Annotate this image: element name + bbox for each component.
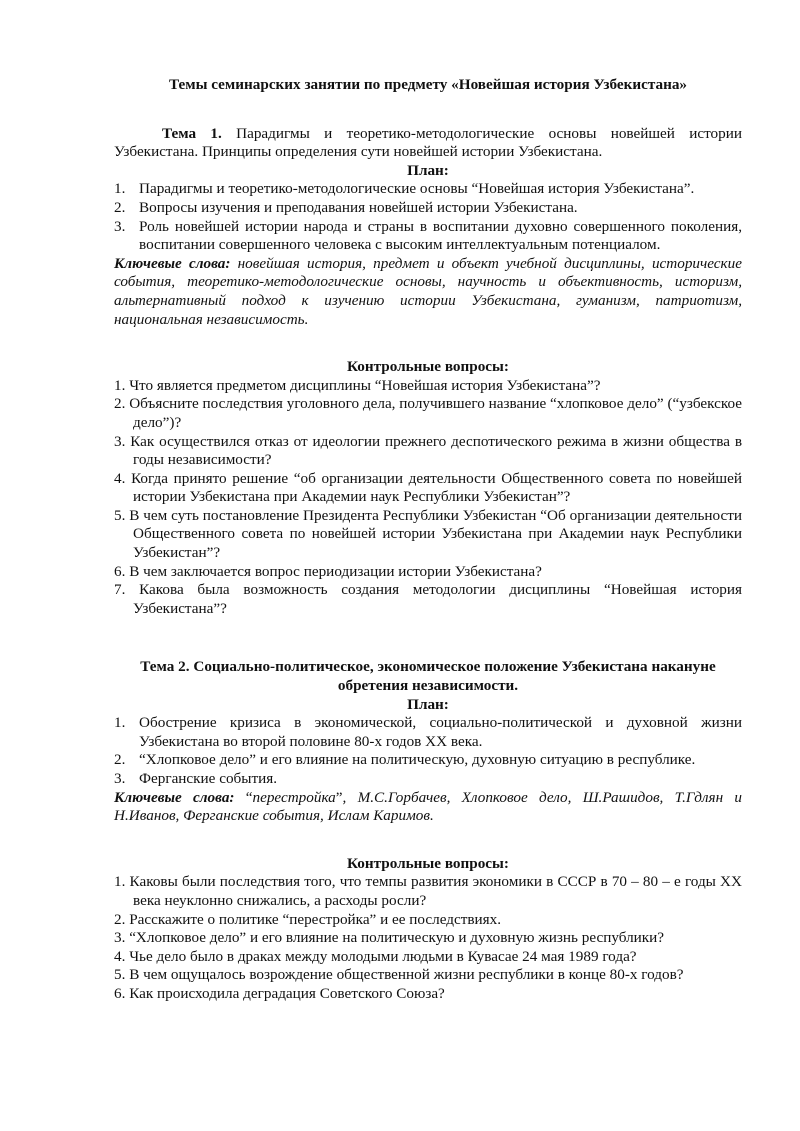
topic2-plan-title: План: bbox=[407, 695, 449, 713]
plan-item-number: 3. bbox=[114, 217, 126, 235]
question-item: 1. Каковы были последствия того, что темпы развития экономики в СССР в 70 – 80 – е годы XX века неуклонно снижались, а расходы росли? bbox=[114, 873, 742, 909]
question-item: 6. В чем заключается вопрос периодизации истории Узбекистана? bbox=[114, 562, 542, 580]
topic2-questions-title: Контрольные вопросы: bbox=[347, 854, 509, 872]
question-item: 5. В чем ощущалось возрождение общественной жизни республики в конце 80-х годов? bbox=[114, 966, 684, 984]
keywords-label: Ключевые слова: bbox=[114, 254, 231, 272]
topic1-questions-list bbox=[114, 377, 742, 619]
question-item: 3. Как осуществился отказ от идеологии прежнего деспотического режима в жизни общества в годы независимости? bbox=[114, 432, 742, 469]
topic1-heading-text: Парадигмы и теоретико-методологические основы новейшей истории Узбекистана. Принципы определения сути новейшей истории Узбекистана. bbox=[114, 124, 742, 161]
plan-item-text: Вопросы изучения и преподавания новейшей истории Узбекистана. bbox=[139, 198, 578, 216]
plan-item-text: Роль новейшей истории народа и страны в воспитании духовно совершенного поколения, воспитании совершенного человека с высоким интеллектуальным потенциалом. bbox=[139, 217, 742, 254]
topic2-heading: Тема 2. Социально-политическое, экономическое положение Узбекистана накануне обретения независимости. bbox=[140, 658, 716, 695]
plan-item bbox=[114, 180, 742, 199]
topic1-questions-title: Контрольные вопросы: bbox=[347, 358, 509, 376]
plan-item-text: “Хлопковое дело” и его влияние на политическую, духовную ситуацию в республике. bbox=[139, 751, 696, 769]
topic2-keywords bbox=[114, 789, 742, 826]
plan-item bbox=[114, 714, 742, 751]
plan-item bbox=[114, 218, 742, 255]
plan-item bbox=[114, 770, 742, 789]
question-item: 7. Какова была возможность создания методологии дисциплины “Новейшая история Узбекистана”? bbox=[114, 581, 742, 617]
question-item: 2. Расскажите о политике “перестройка” и ее последствиях. bbox=[114, 910, 502, 928]
question-item: 1. Что является предметом дисциплины “Новейшая история Узбекистана”? bbox=[114, 376, 601, 394]
question-item: 4. Чье дело было в драках между молодыми людьми в Кувасае 24 мая 1989 года? bbox=[114, 947, 637, 965]
plan-item-number: 2. bbox=[114, 751, 126, 769]
topic2-questions-list bbox=[114, 873, 742, 1003]
document-title: Темы семинарских занятии по предмету «Новейшая история Узбекистана» bbox=[168, 76, 688, 93]
keywords-open-quote: “ bbox=[234, 788, 253, 806]
plan-item-text: Парадигмы и теоретико-методологические основы “Новейшая история Узбекистана”. bbox=[139, 180, 695, 198]
question-item: 2. Объясните последствия уголовного дела, получившего название “хлопковое дело” (“узбекское дело”)? bbox=[114, 395, 742, 431]
plan-item-text: Обострение кризиса в экономической, социально-политической и духовной жизни Узбекистана во второй половине 80-х годов XX века. bbox=[139, 714, 742, 750]
topic1-heading bbox=[114, 125, 742, 162]
keywords-rest: , М.С.Горбачев, Хлопковое дело, Ш.Рашидов, Т.Гдлян и Н.Иванов, Ферганские события, Ислам Каримов. bbox=[114, 788, 742, 825]
plan-item bbox=[114, 199, 742, 218]
plan-item-number: 2. bbox=[114, 198, 126, 216]
keywords-text: перестройка bbox=[252, 788, 336, 806]
keywords-close-quote: ” bbox=[335, 788, 343, 806]
topic1-plan-list bbox=[114, 180, 742, 254]
question-item: 3. “Хлопковое дело” и его влияние на политическую и духовную жизнь республики? bbox=[114, 929, 665, 947]
plan-item-number: 1. bbox=[114, 180, 126, 198]
topic1-plan-title: План: bbox=[407, 161, 449, 179]
topic1-keywords bbox=[114, 255, 742, 329]
keywords-label: Ключевые слова: bbox=[114, 788, 235, 806]
topic1-label: Тема 1. bbox=[162, 124, 222, 142]
plan-item-number: 3. bbox=[114, 770, 126, 787]
question-item: 5. В чем суть постановление Президента Республики Узбекистан “Об организации деятельности Общественного совета по новейшей истории Узбекистана при Академии наук Республики Узбекистан”? bbox=[114, 506, 742, 562]
plan-item bbox=[114, 751, 742, 770]
keywords-text: новейшая история, предмет и объект учебной дисциплины, исторические события, теоретико-методологические основы, научность и объективность, историзм, альтернативный подход к изучению истории Узбекистана, гуманизм, патриотизм, национальная независимость. bbox=[114, 254, 742, 328]
question-item: 6. Как происходила деградация Советского Союза? bbox=[114, 984, 445, 1002]
plan-item-text: Ферганские события. bbox=[139, 770, 278, 787]
question-item: 4. Когда принято решение “об организации деятельности Общественного совета по новейшей истории Узбекистана при Академии наук Республики Узбекистан”? bbox=[114, 469, 742, 506]
plan-item-number: 1. bbox=[114, 714, 126, 732]
topic2-plan-list bbox=[114, 714, 742, 788]
